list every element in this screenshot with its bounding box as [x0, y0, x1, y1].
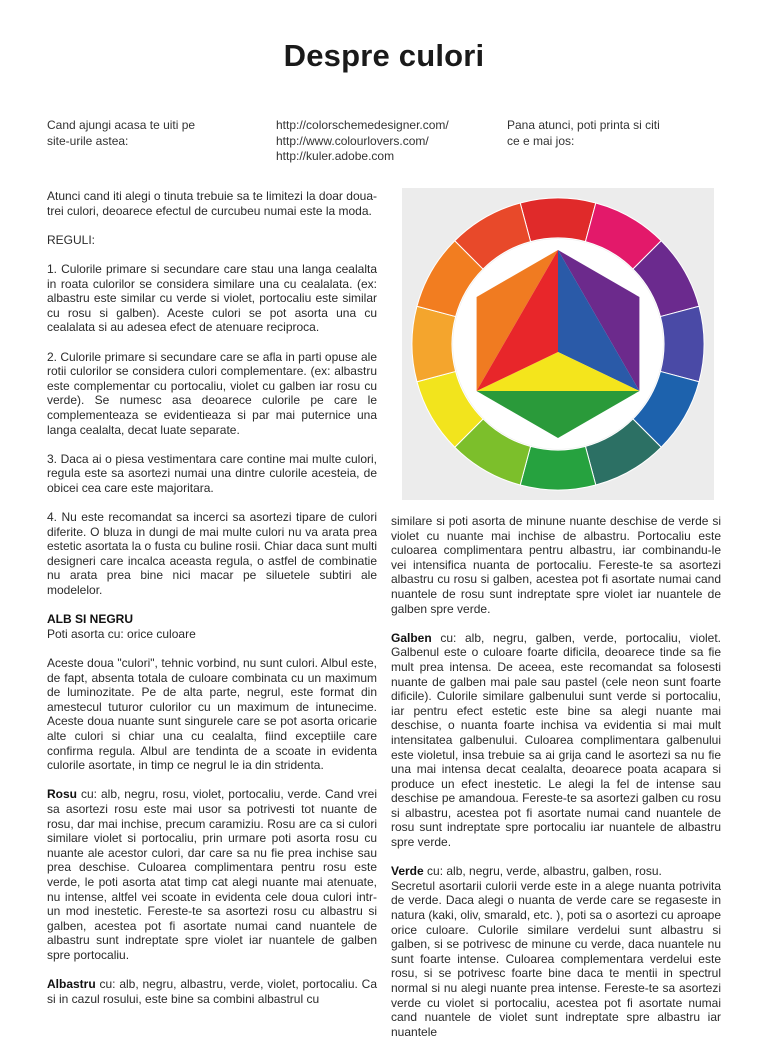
- intro-print-note: [507, 118, 660, 149]
- rule-1: 1. Culorile primare si secundare care stau una langa cealalta in roata culorilor se considera similare una cu cealalata. (ex: albastru este similar cu verde si violet, portocaliu este similar cu rosu si galben). Aceste culori se pot asorta una cu cealalata si au adesea efect de atenuare reciproca.: [47, 261, 377, 335]
- paragraph: Aceste doua "culori", tehnic vorbind, nu sunt culori. Albul este, de fapt, absenta totala de culoare combinata cu un maximum de luminozitate. Pe de alta parte, negrul, este format din amestecul tuturor culorilor cu un maximum de intunecime. Aceste doua nuante sunt singurele care se pot asorta oricarie alte culori si chiar una cu cealalta, fiind exceptiile care confirma regula. Albul are tendinta de a scoate in evidenta culorile asortate, in timp ce negrul le ia din stridenta.: [47, 656, 377, 773]
- wheel-ring-segment: [660, 306, 704, 382]
- section-verde: [391, 864, 721, 879]
- left-column: [47, 189, 377, 1006]
- section-sub: cu: alb, negru, verde, albastru, galben, rosu.: [423, 864, 662, 879]
- section-heading-rosu: Rosu: [47, 787, 77, 802]
- color-wheel: [402, 188, 714, 500]
- rule-4: 4. Nu este recomandat sa incerci sa asortezi tipare de culori diferite. O bluza in dungi de mai multe culori nu va arata prea estetic asortata la o fusta cu buline rosii. Chiar daca sunt multi designeri care incalca aceasta regula, o astfel de combinatie nu arata prea bine nici macar pe siluetele subtiri ale modelelor.: [47, 510, 377, 598]
- section-heading-galben: Galben: [391, 630, 432, 645]
- paragraph: Secretul asortarii culorii verde este in a alege nuanta potrivita de verde. Daca alegi o nuanta de verde care se regaseste in natura (kaki, oliv, smarald, etc. ), poti sa o asortezi cu aproape orice culoare. Culorile similare verdelui sunt albastru si galben, si se potrivesc de minune cu verde, daca nuantele nu sunt foarte intense. Culoarea complementara verdelui este rosu, si se potrivesc foarte bine daca te mentii in spectrul normal si nu alegi nuante prea intense. Fereste-te sa asortezi verde cu violet si portocaliu, acestea pot fi asortate numai cand nuantele de violet sunt indreptate spre albastru iar nuantele: [391, 878, 721, 1039]
- section-text: cu: alb, negru, albastru, verde, violet, portocaliu. Ca si in cazul rosului, este bine sa combini albastrul cu: [47, 977, 377, 1006]
- section-heading-albastru: Albastru: [47, 977, 96, 992]
- wheel-ring-segment: [520, 198, 596, 242]
- section-galben: [391, 631, 721, 850]
- section-sub: Poti asorta cu: orice culoare: [47, 626, 196, 641]
- section-text: cu: alb, negru, galben, verde, portocaliu, violet. Galbenul este o culoare foarte dificila, deoarece tinde sa fie mult prea intensa. De aceea, este recomandat sa folosesti nuante de galben mai pale sau pastel (cele neon sunt foarte dificile). Culorile similare galbenului sunt verde si portocaliu, iar pentru efect estetic este bine sa alegi nuante mai deschise, o nuanta foarte inchisa va evidentia si mai mult intensitatea galbenului. Culoarea complimentara galbenului este violetul, insa trebuie sa ai grija cand le asortezi sa nu fie una mai intensa decat cealalta, deoarece poata acapara si produce un efect inestetic. Le alegi la fel de intense sau deschise pe amandoua. Fereste-te sa asortezi galben cu rosu si albastru, acestea pot fi asortate numai cand nuantele de rosu sunt indreptate spre portocaliu iar nuantele de albastru spre verde.: [391, 630, 721, 850]
- wheel-ring-segment: [412, 306, 456, 382]
- section-albastru: [47, 977, 377, 1006]
- intro-text: [47, 118, 195, 149]
- rule-2: 2. Culorile primare si secundare care se afla in parti opuse ale rotii culorilor se considera culori complementare. (ex: albastru este complementar cu portocaliu, violet cu galben iar rosu cu verde). Se numesc asa deoarece culorile pe care le complementeaza se evidentieaza si par mai puternice una langa cealalta, decat luate separate.: [47, 349, 377, 437]
- link-colourlovers[interactable]: http://www.colourlovers.com/: [276, 133, 429, 148]
- rule-3: 3. Daca ai o piesa vestimentara care contine mai multe culori, regula este sa asortezi numai una dintre culorile acesteia, de obicei cea care este majoritara.: [47, 451, 377, 495]
- intro-line: ce e mai jos:: [507, 133, 575, 148]
- section-heading-alb-negru: ALB SI NEGRU: [47, 612, 134, 627]
- link-colorschemedesigner[interactable]: http://colorschemedesigner.com/: [276, 118, 449, 132]
- section-heading-verde: Verde: [391, 864, 424, 879]
- section-text: cu: alb, negru, rosu, violet, portocaliu, verde. Cand vrei sa asortezi rosu este mai usor sa potrivesti tot nuante de rosu, dar mai inchise, precum caramiziu. Rosu are ca si culori similare violet si portocaliu, prin urmare poti asorta rosu cu nuante ale acestor culori, dar care sa nu fie prea inchise sau prea deschise. Culoarea complimentara pentru rosu este verde, le poti asorta atat timp cat alegi nuante mai atenuate, nu intense, altfel vei scoate in evidenta cele doua culori intr-un mod inestetic. Fereste-te sa asortezi rosu cu albastru si galben, acestea pot fi asortate numai cand nuantele de albastru sunt indreptate spre violet iar nuantele de galben spre portocaliu.: [47, 787, 377, 962]
- links-list: [276, 118, 449, 165]
- right-column: [391, 514, 721, 1039]
- rules-heading: REGULI:: [47, 232, 96, 247]
- intro-line: Pana atunci, poti printa si citi: [507, 118, 660, 132]
- wheel-ring-segment: [520, 446, 596, 490]
- paragraph: Atunci cand iti alegi o tinuta trebuie sa te limitezi la doar doua-trei culori, deoarece efectul de curcubeu numai este la moda.: [47, 189, 377, 218]
- page-title: Despre culori: [283, 38, 485, 73]
- intro-line: site-urile astea:: [47, 133, 129, 148]
- section-rosu: [47, 787, 377, 962]
- paragraph: similare si poti asorta de minune nuante deschise de verde si violet cu nuante mai inchise de albastru. Portocaliu este culoarea complimentara pentru albastru, iar combinandu-le vei intensifica nuanta de portocaliu. Fereste-te sa asortezi albastru cu rosu si galben, acestea pot fi asortate numai cand nuantele de rosu sunt indreptate spre violet iar nuantele de galben spre verde.: [391, 514, 721, 616]
- intro-line: Cand ajungi acasa te uiti pe: [47, 118, 196, 132]
- link-kuler[interactable]: http://kuler.adobe.com: [276, 149, 395, 163]
